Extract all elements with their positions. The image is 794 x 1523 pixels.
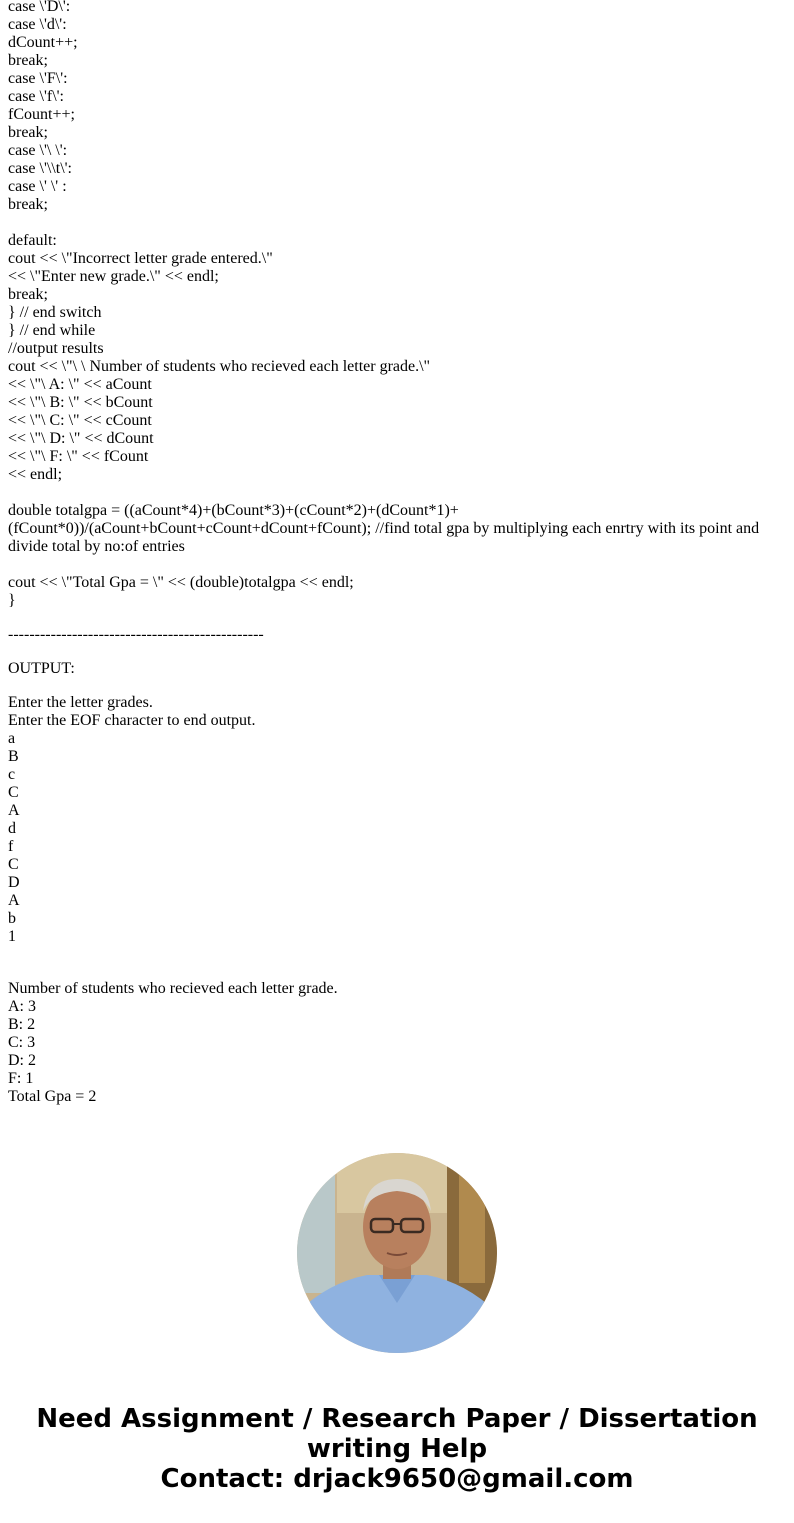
entered-grade: C: [8, 856, 19, 873]
code-line: << \"\ D: \" << dCount: [8, 430, 154, 447]
entered-grade: b: [8, 910, 16, 927]
code-line: << \"\ C: \" << cCount: [8, 412, 152, 429]
entered-grade: c: [8, 766, 16, 783]
promo-line-1: Need Assignment / Research Paper / Dissertation writing Help: [36, 1404, 758, 1464]
entered-grade: A: [8, 802, 20, 819]
code-line: case \' \' :: [8, 178, 67, 195]
code-line: break;: [8, 124, 48, 141]
code-line: case \'d\':: [8, 16, 67, 33]
output-prompt: Enter the EOF character to end output.: [8, 712, 256, 729]
grade-count: C: 3: [8, 1034, 36, 1051]
code-line: << \"\ A: \" << aCount: [8, 376, 152, 393]
code-line: << endl;: [8, 466, 63, 483]
code-line: }: [8, 592, 16, 609]
entered-grade: A: [8, 892, 20, 909]
code-line: default:: [8, 232, 57, 249]
results-heading: Number of students who recieved each letter grade.: [8, 980, 338, 997]
code-line: case \'\ \':: [8, 142, 68, 159]
output-heading: OUTPUT:: [8, 660, 75, 677]
code-line: dCount++;: [8, 34, 78, 51]
author-avatar: [297, 1153, 497, 1353]
entered-grade: d: [8, 820, 16, 837]
code-line: case \'F\':: [8, 70, 68, 87]
grade-count: F: 1: [8, 1070, 34, 1087]
code-line: cout << \"Incorrect letter grade entered.\": [8, 250, 273, 267]
output-prompt: Enter the letter grades.: [8, 694, 153, 711]
code-line: [8, 484, 784, 502]
grade-count: A: 3: [8, 998, 36, 1015]
code-line: case \'\\t\':: [8, 160, 72, 177]
code-line: [8, 214, 784, 232]
code-line: case \'f\':: [8, 88, 64, 105]
code-line: break;: [8, 286, 48, 303]
grade-count: D: 2: [8, 1052, 36, 1069]
code-line: } // end switch: [8, 304, 102, 321]
entered-grade: f: [8, 838, 14, 855]
code-line: case \'D\':: [8, 0, 71, 15]
code-line: << \"\ F: \" << fCount: [8, 448, 149, 465]
code-line: cout << \"\ \ Number of students who recieved each letter grade.\": [8, 358, 431, 375]
document-body: [8, 0, 784, 1106]
code-line: double totalgpa = ((aCount*4)+(bCount*3)+(cCount*2)+(dCount*1)+(fCount*0))/(aCount+bCount+cCount+dCount+fCount); //find total gpa by multiplying each enrtry with its point and divide total by no:of entries: [8, 502, 764, 555]
code-line: fCount++;: [8, 106, 75, 123]
code-line: [8, 556, 784, 574]
code-line: break;: [8, 196, 48, 213]
separator-line: ------------------------------------------------: [8, 626, 264, 643]
portrait-image: [297, 1153, 497, 1353]
entered-grade: a: [8, 730, 16, 747]
entered-grade: 1: [8, 928, 16, 945]
promo-line-2: Contact: drjack9650@gmail.com: [160, 1464, 634, 1494]
entered-grade: C: [8, 784, 19, 801]
code-line: << \"Enter new grade.\" << endl;: [8, 268, 219, 285]
code-line: cout << \"Total Gpa = \" << (double)totalgpa << endl;: [8, 574, 354, 591]
code-line: << \"\ B: \" << bCount: [8, 394, 153, 411]
entered-grade: B: [8, 748, 19, 765]
code-line: //output results: [8, 340, 104, 357]
code-line: break;: [8, 52, 48, 69]
total-gpa: Total Gpa = 2: [8, 1088, 97, 1105]
promo-banner: [0, 1404, 794, 1494]
code-line: } // end while: [8, 322, 96, 339]
entered-grade: D: [8, 874, 20, 891]
grade-count: B: 2: [8, 1016, 36, 1033]
